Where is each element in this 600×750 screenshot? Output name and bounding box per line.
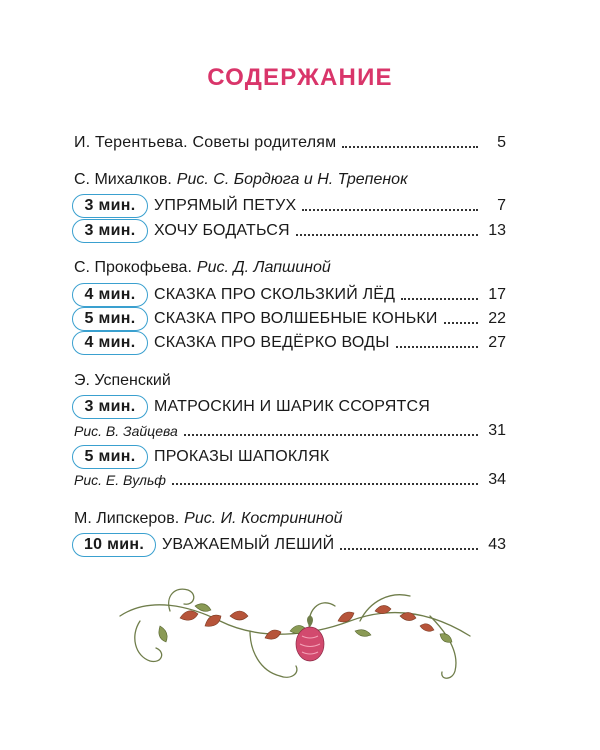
- illustrator-credit: Рис. Д. Лапшиной: [196, 259, 331, 276]
- author-name: М. Липскеров.: [74, 510, 180, 527]
- toc-entry-title: И. Терентьева. Советы родителям: [74, 134, 337, 151]
- illustrator-credit: Рис. В. Зайцева: [74, 423, 178, 439]
- dot-leader: [444, 322, 478, 324]
- toc-page-number: 43: [488, 536, 506, 553]
- dot-leader: [296, 234, 478, 236]
- reading-time-badge: 3 мин.: [72, 219, 148, 243]
- dot-leader: [340, 548, 478, 550]
- toc-illustrator-line: [74, 420, 506, 442]
- dot-leader: [184, 434, 478, 436]
- toc-page-number: 27: [488, 334, 506, 351]
- reading-time-badge: 4 мин.: [72, 283, 148, 307]
- toc-entry-title: ХОЧУ БОДАТЬСЯ: [154, 222, 290, 239]
- toc-entry-title: УПРЯМЫЙ ПЕТУХ: [154, 197, 297, 214]
- toc-page-number: 22: [488, 310, 506, 327]
- toc-page-number: 5: [497, 134, 506, 151]
- author-name: С. Михалков.: [74, 171, 172, 188]
- toc-page-number: 31: [488, 422, 506, 439]
- toc-entry[interactable]: [72, 331, 506, 355]
- reading-time-badge: 3 мин.: [72, 395, 148, 419]
- author-name: Э. Успенский: [74, 372, 171, 389]
- reading-time-badge: 4 мин.: [72, 331, 148, 355]
- toc-page-number: 34: [488, 471, 506, 488]
- toc-author-line: [74, 258, 331, 278]
- toc-author-line: [74, 371, 171, 391]
- toc-entry-title: МАТРОСКИН И ШАРИК ССОРЯТСЯ: [154, 398, 431, 415]
- toc-entry-title: СКАЗКА ПРО ВЕДЁРКО ВОДЫ: [154, 334, 390, 351]
- toc-page-number: 7: [497, 197, 506, 214]
- toc-entry-title: СКАЗКА ПРО СКОЛЬЗКИЙ ЛЁД: [154, 286, 396, 303]
- dot-leader: [342, 146, 478, 148]
- toc-entry-title: УВАЖАЕМЫЙ ЛЕШИЙ: [162, 536, 335, 553]
- dot-leader: [172, 483, 478, 485]
- toc-illustrator-line: [74, 469, 506, 491]
- toc-page-number: 13: [488, 222, 506, 239]
- toc-entry[interactable]: [72, 219, 506, 243]
- illustrator-credit: Рис. И. Кострининой: [184, 510, 343, 527]
- toc-entry[interactable]: [72, 307, 506, 331]
- dot-leader: [401, 298, 478, 300]
- toc-entry-title: СКАЗКА ПРО ВОЛШЕБНЫЕ КОНЬКИ: [154, 310, 438, 327]
- toc-entry[interactable]: [72, 194, 506, 218]
- reading-time-badge: 3 мин.: [72, 194, 148, 218]
- author-name: С. Прокофьева.: [74, 259, 192, 276]
- toc-author-line: [74, 170, 408, 190]
- toc-entry[interactable]: [72, 283, 506, 307]
- floral-ornament: [110, 576, 490, 696]
- toc-page-number: 17: [488, 286, 506, 303]
- dot-leader: [396, 346, 478, 348]
- reading-time-badge: 5 мин.: [72, 307, 148, 331]
- toc-entry[interactable]: [72, 395, 506, 419]
- illustrator-credit: Рис. С. Бордюга и Н. Трепенок: [176, 171, 408, 188]
- illustrator-credit: Рис. Е. Вульф: [74, 472, 166, 488]
- reading-time-badge: 10 мин.: [72, 533, 156, 557]
- toc-author-line: [74, 509, 343, 529]
- toc-entry[interactable]: [72, 533, 506, 557]
- reading-time-badge: 5 мин.: [72, 445, 148, 469]
- toc-entry[interactable]: [72, 445, 506, 469]
- toc-entry-title: ПРОКАЗЫ ШАПОКЛЯК: [154, 448, 330, 465]
- page-title: СОДЕРЖАНИЕ: [207, 64, 393, 91]
- toc-entry-intro[interactable]: [74, 131, 506, 155]
- dot-leader: [302, 209, 478, 211]
